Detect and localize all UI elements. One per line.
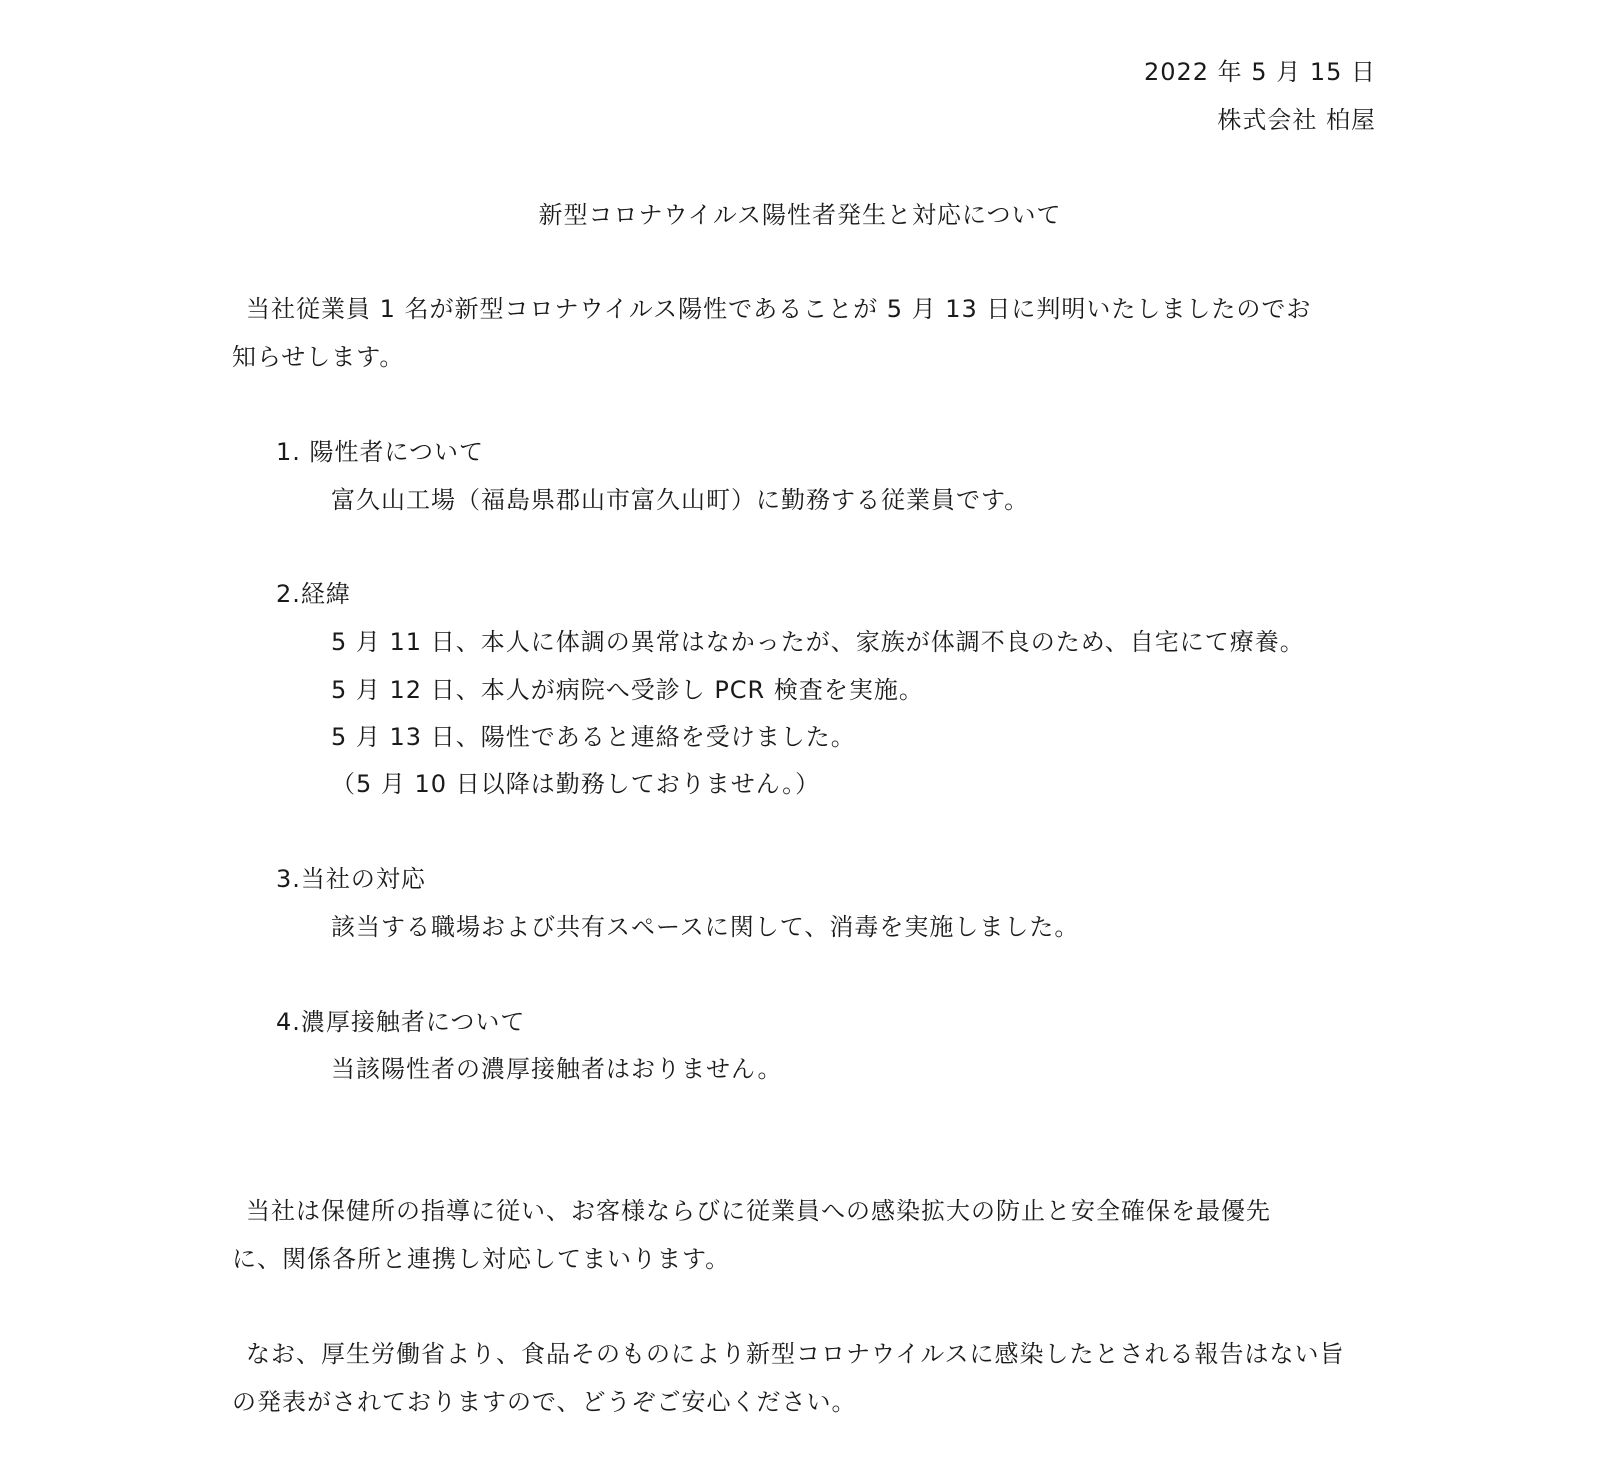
intro-line-2: 知らせします。: [232, 343, 405, 371]
document-date: 2022 年 5 月 15 日: [1143, 58, 1376, 86]
section-2-line: （5 月 10 日以降は勤務しておりません。）: [331, 770, 821, 798]
section-2-line: 5 月 12 日、本人が病院へ受診し PCR 検査を実施。: [331, 676, 924, 704]
section-1-heading: 1. 陽性者について: [276, 438, 485, 466]
section-4-heading: 4.濃厚接触者について: [276, 1008, 526, 1036]
section-3-heading: 3.当社の対応: [276, 865, 426, 893]
company-name: 株式会社 柏屋: [1217, 106, 1376, 134]
section-2-heading: 2.経緯: [276, 580, 351, 608]
closing-paragraph-1-line-2: に、関係各所と連携し対応してまいります。: [232, 1245, 731, 1273]
document-title: 新型コロナウイルス陽性者発生と対応について: [538, 201, 1062, 229]
section-2-line: 5 月 11 日、本人に体調の異常はなかったが、家族が体調不良のため、自宅にて療養。: [331, 628, 1305, 656]
intro-line-1: 当社従業員 1 名が新型コロナウイルス陽性であることが 5 月 13 日に判明いたしましたのでお: [246, 295, 1312, 323]
section-1-line: 富久山工場（福島県郡山市富久山町）に勤務する従業員です。: [331, 486, 1030, 514]
closing-paragraph-2-line-1: なお、厚生労働省より、食品そのものにより新型コロナウイルスに感染したとされる報告はない旨: [246, 1340, 1345, 1368]
closing-paragraph-1-line-1: 当社は保健所の指導に従い、お客様ならびに従業員への感染拡大の防止と安全確保を最優先: [246, 1197, 1271, 1225]
closing-paragraph-2-line-2: の発表がされておりますので、どうぞご安心ください。: [232, 1388, 857, 1416]
section-2-line: 5 月 13 日、陽性であると連絡を受けました。: [331, 723, 856, 751]
section-4-line: 当該陽性者の濃厚接触者はおりません。: [331, 1055, 783, 1083]
section-3-line: 該当する職場および共有スペースに関して、消毒を実施しました。: [331, 913, 1080, 941]
